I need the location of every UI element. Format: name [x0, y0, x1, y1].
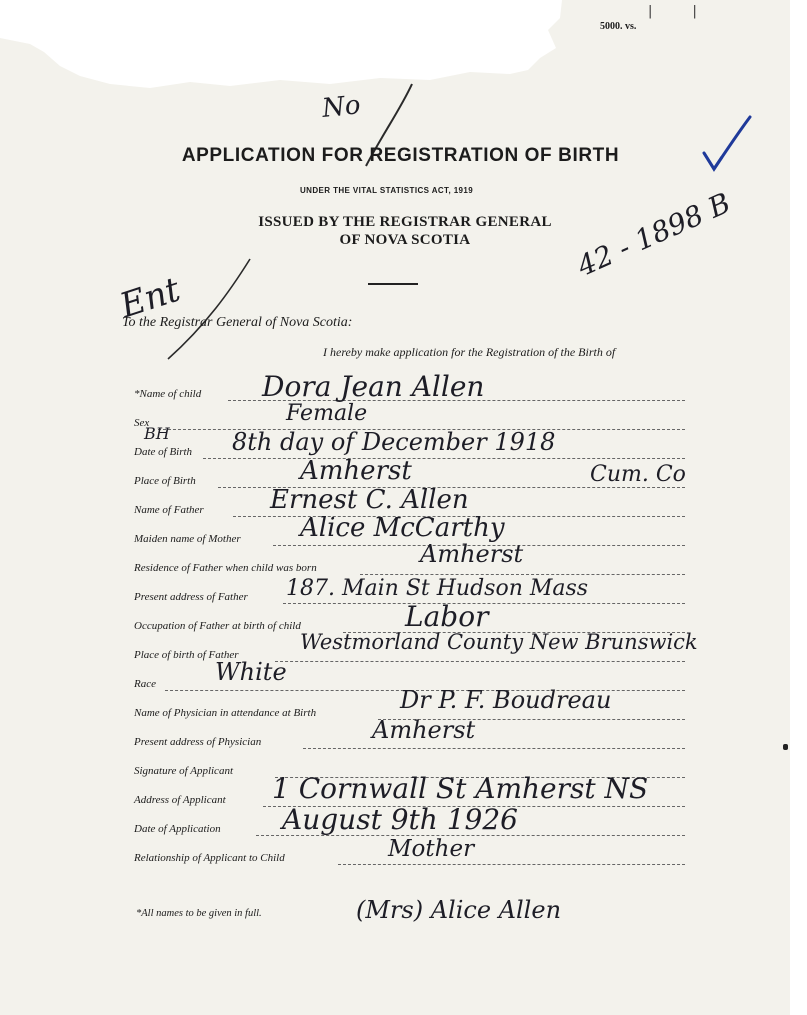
value-father-residence: Amherst	[420, 540, 524, 568]
value-physician-name: Dr P. F. Boudreau	[400, 686, 612, 714]
label-child-name: *Name of child	[134, 388, 202, 400]
value-physician-address: Amherst	[372, 716, 476, 744]
label-mother-maiden-name: Maiden name of Mother	[134, 533, 241, 545]
salutation: To the Registrar General of Nova Scotia:	[122, 315, 353, 330]
label-application-date: Date of Application	[134, 823, 221, 835]
line-father-birthplace	[275, 661, 685, 662]
label-applicant-signature: Signature of Applicant	[134, 765, 233, 777]
value-relationship: Mother	[388, 836, 475, 862]
line-date-of-birth	[203, 458, 685, 459]
line-relationship	[338, 864, 685, 865]
label-sex: Sex	[134, 417, 150, 429]
line-father-residence	[360, 574, 685, 575]
edge-mark	[783, 744, 788, 750]
act-subtitle: UNDER THE VITAL STATISTICS ACT, 1919	[300, 186, 474, 195]
value-place-of-birth: Amherst	[300, 456, 412, 486]
value-father-address: 187. Main St Hudson Mass	[286, 576, 589, 601]
value-date-of-birth: 8th day of December 1918	[232, 428, 556, 456]
intro-text: I hereby make application for the Registration of the Birth of	[323, 345, 616, 359]
form-number: 5000. vs.	[600, 21, 637, 32]
label-place-of-birth: Place of Birth	[134, 475, 196, 487]
top-ticks: | |	[648, 4, 715, 19]
value-county: Cum. Co	[590, 462, 686, 487]
value-mother-maiden-name: Alice McCarthy	[300, 513, 505, 543]
value-application-date: August 9th 1926	[282, 803, 518, 836]
applicant-signature: (Mrs) Alice Allen	[356, 896, 562, 924]
label-date-of-birth: Date of Birth	[134, 446, 193, 458]
footnote: *All names to be given in full.	[136, 908, 262, 919]
registration-number: 42 - 1898 B	[572, 186, 736, 283]
value-father-name: Ernest C. Allen	[270, 485, 469, 515]
label-father-birthplace: Place of birth of Father	[134, 649, 239, 661]
value-father-occupation: Labor	[405, 600, 489, 633]
margin-stroke	[160, 255, 260, 365]
label-father-residence: Residence of Father when child was born	[134, 562, 317, 574]
margin-bh: BH	[144, 424, 170, 443]
label-father-occupation: Occupation of Father at birth of child	[134, 620, 301, 632]
label-father-address: Present address of Father	[134, 591, 248, 603]
title-rule	[368, 283, 418, 285]
issuer-heading	[225, 213, 585, 249]
value-sex: Female	[286, 401, 368, 426]
line-physician-address	[303, 748, 685, 749]
value-father-birthplace: Westmorland County New Brunswick	[300, 630, 698, 654]
label-applicant-address: Address of Applicant	[134, 794, 226, 806]
label-physician-address: Present address of Physician	[134, 736, 262, 748]
form-title: APPLICATION FOR REGISTRATION OF BIRTH	[181, 145, 620, 166]
value-race: White	[215, 658, 287, 686]
margin-note: Ent	[115, 269, 186, 327]
value-applicant-address: 1 Cornwall St Amherst NS	[272, 772, 649, 805]
label-physician-name: Name of Physician in attendance at Birth	[134, 707, 317, 719]
handwritten-no: No	[320, 90, 362, 124]
issuer-line-1: ISSUED BY THE REGISTRAR GENERAL	[258, 214, 552, 230]
value-child-name: Dora Jean Allen	[262, 370, 485, 403]
label-relationship: Relationship of Applicant to Child	[134, 852, 285, 864]
checkmark-icon	[700, 113, 760, 183]
label-race: Race	[134, 678, 156, 690]
issuer-line-2: OF NOVA SCOTIA	[339, 232, 471, 248]
label-father-name: Name of Father	[134, 504, 204, 516]
